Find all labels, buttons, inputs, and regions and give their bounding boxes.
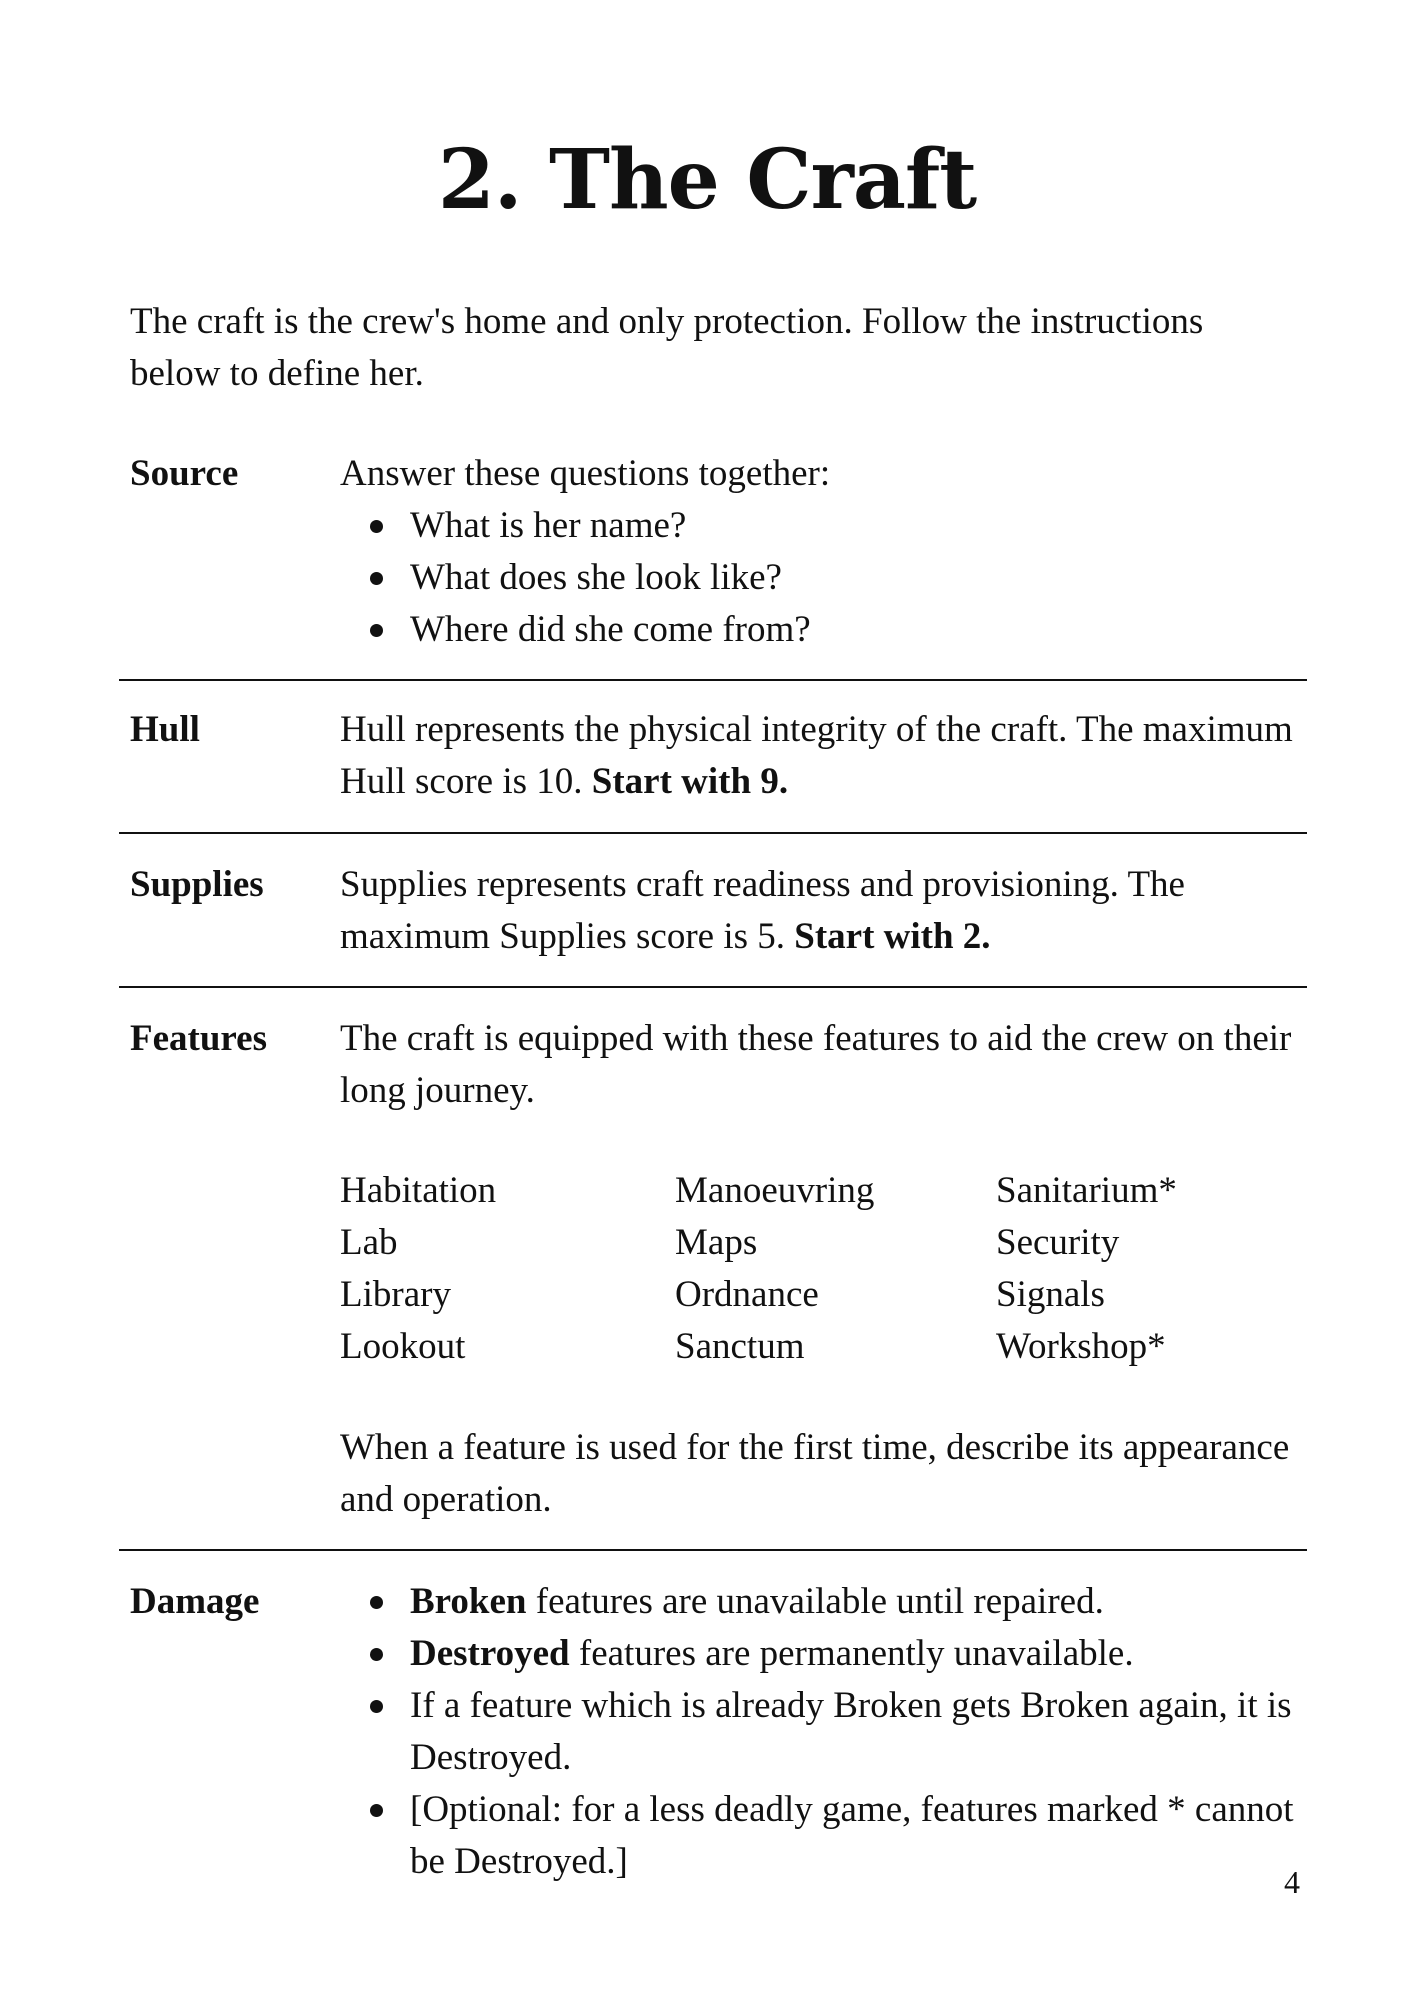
feature-item: Library: [340, 1274, 451, 1315]
features-note: When a feature is used for the first time, describe its appearance and operation.: [340, 1427, 1290, 1520]
page-title: 2. The Craft: [437, 132, 977, 228]
feature-item: Manoeuvring: [675, 1170, 875, 1211]
list-item: [340, 1628, 1300, 1680]
intro-paragraph: The craft is the crew's home and only protection. Follow the instructions below to define her.: [130, 301, 1204, 394]
feature-item: Lookout: [340, 1326, 466, 1367]
feature-item: Habitation: [340, 1170, 497, 1211]
source-questions: [340, 500, 1300, 656]
feature-item: Maps: [675, 1222, 758, 1263]
feature-item: Workshop*: [996, 1326, 1166, 1367]
feature-item: Ordnance: [675, 1274, 819, 1315]
feature-item: Security: [996, 1222, 1120, 1263]
list-item: [340, 1784, 1300, 1888]
section-divider: [119, 679, 1307, 681]
supplies-description: [340, 859, 1300, 963]
supplies-start-value: Start with 2.: [794, 916, 991, 957]
section-divider: [119, 986, 1307, 988]
feature-item: Sanctum: [675, 1326, 805, 1367]
page-number: 4: [1284, 1864, 1300, 1900]
damage-label: Damage: [130, 1581, 260, 1622]
list-item: [340, 1680, 1300, 1784]
features-grid: [340, 1165, 1300, 1373]
hull-label: Hull: [130, 709, 200, 750]
supplies-label: Supplies: [130, 864, 264, 905]
section-divider: [119, 1549, 1307, 1551]
features-label: Features: [130, 1018, 267, 1059]
damage-text: If a feature which is already Broken gets Broken again, it is Destroyed.: [410, 1685, 1292, 1778]
features-description: The craft is equipped with these features to aid the crew on their long journey.: [340, 1018, 1292, 1111]
features-column: [675, 1165, 874, 1373]
feature-item: Lab: [340, 1222, 398, 1263]
damage-term: Destroyed: [410, 1633, 570, 1674]
damage-rules: [340, 1576, 1300, 1888]
damage-text: features are permanently unavailable.: [569, 1633, 1134, 1674]
list-item: What does she look like?: [340, 552, 1300, 604]
hull-text: Hull represents the physical integrity of the craft. The maximum Hull score is 10.: [340, 709, 1293, 802]
list-item: [340, 1576, 1300, 1628]
damage-term: Broken: [410, 1581, 527, 1622]
features-column: [996, 1165, 1177, 1373]
damage-text: features are unavailable until repaired.: [526, 1581, 1104, 1622]
source-label: Source: [130, 453, 239, 494]
hull-start-value: Start with 9.: [591, 761, 789, 802]
supplies-text: Supplies represents craft readiness and provisioning. The maximum Supplies score is 5.: [340, 864, 1185, 957]
damage-text: [Optional: for a less deadly game, features marked * cannot be Destroyed.]: [410, 1789, 1294, 1882]
section-divider: [119, 832, 1307, 834]
feature-item: Sanitarium*: [996, 1170, 1177, 1211]
feature-item: Signals: [996, 1274, 1105, 1315]
list-item: What is her name?: [340, 500, 1300, 552]
features-column: [340, 1165, 496, 1373]
list-item: Where did she come from?: [340, 604, 1300, 656]
source-lead: Answer these questions together:: [340, 453, 831, 494]
hull-description: [340, 704, 1300, 808]
